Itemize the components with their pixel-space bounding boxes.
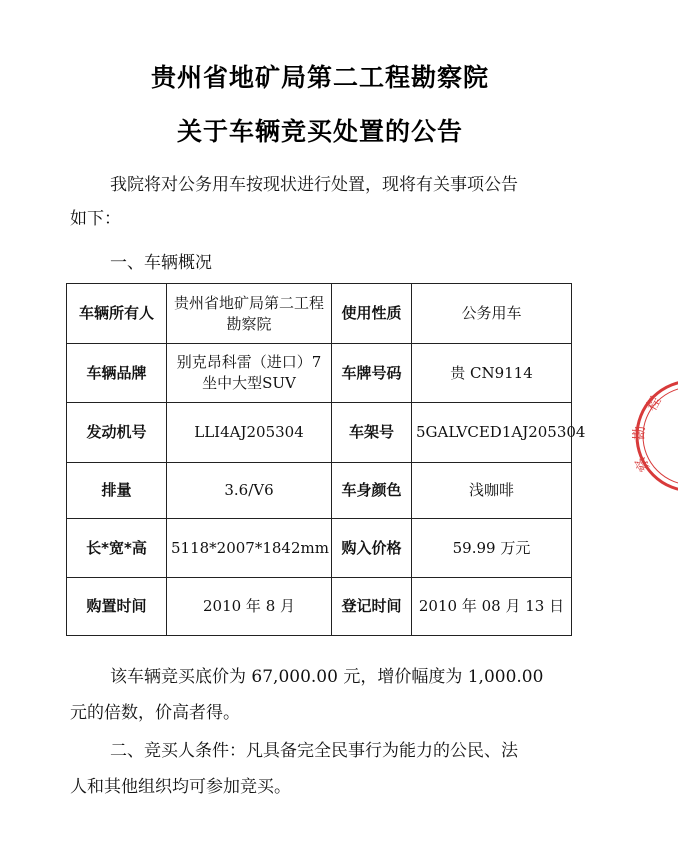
usage-value: 公务用车 xyxy=(412,284,572,344)
table-row xyxy=(67,463,572,519)
usage-label: 使用性质 xyxy=(332,284,412,344)
document-title-line1: 贵州省地矿局第二工程勘察院 xyxy=(150,63,489,92)
intro-line1: 我院将对公务用车按现状进行处置，现将有关事项公告 xyxy=(110,175,518,195)
brand-value: 别克昂科雷（进口）7坐中大型SUV xyxy=(167,344,332,403)
table-row xyxy=(67,344,572,403)
engine-number-value: LLI4AJ205304 xyxy=(167,403,332,463)
dimensions-label: 长*宽*高 xyxy=(67,519,167,578)
pricing-line2: 元的倍数，价高者得。 xyxy=(70,703,240,723)
vin-value: 5GALVCED1AJ205304 xyxy=(412,403,572,463)
dimensions-value: 5118*2007*1842mm xyxy=(167,519,332,578)
table-row xyxy=(67,403,572,463)
registration-date-label: 登记时间 xyxy=(332,578,412,636)
vehicle-info-table xyxy=(66,283,586,636)
purchase-price-label: 购入价格 xyxy=(332,519,412,578)
pricing-line1: 该车辆竞买底价为 67,000.00 元，增价幅度为 1,000.00 xyxy=(110,667,544,687)
purchase-date-value: 2010 年 8 月 xyxy=(167,578,332,636)
purchase-date-label: 购置时间 xyxy=(67,578,167,636)
svg-text:勘: 勘 xyxy=(632,426,648,440)
intro-line2: 如下： xyxy=(70,209,121,229)
brand-label: 车辆品牌 xyxy=(67,344,167,403)
table-row xyxy=(67,519,572,578)
color-label: 车身颜色 xyxy=(332,463,412,519)
owner-value: 贵州省地矿局第二工程勘察院 xyxy=(167,284,332,344)
color-value: 浅咖啡 xyxy=(412,463,572,519)
owner-label: 车辆所有人 xyxy=(67,284,167,344)
section2-line1: 二、竞买人条件：凡具备完全民事行为能力的公民、法 xyxy=(110,741,518,761)
table-row xyxy=(67,578,572,636)
section1-heading: 一、车辆概况 xyxy=(110,253,212,273)
table-row xyxy=(67,284,572,344)
plate-label: 车牌号码 xyxy=(332,344,412,403)
engine-number-label: 发动机号 xyxy=(67,403,167,463)
official-seal-stamp xyxy=(632,376,678,496)
document-title-line2: 关于车辆竞买处置的公告 xyxy=(176,117,463,146)
svg-text:程: 程 xyxy=(643,393,665,414)
registration-date-value: 2010 年 08 月 13 日 xyxy=(412,578,572,636)
section2-line2: 人和其他组织均可参加竞买。 xyxy=(70,777,291,797)
displacement-label: 排量 xyxy=(67,463,167,519)
svg-text:察: 察 xyxy=(632,453,654,474)
purchase-price-value: 59.99 万元 xyxy=(412,519,572,578)
displacement-value: 3.6/V6 xyxy=(167,463,332,519)
vin-label: 车架号 xyxy=(332,403,412,463)
plate-value: 贵 CN9114 xyxy=(412,344,572,403)
